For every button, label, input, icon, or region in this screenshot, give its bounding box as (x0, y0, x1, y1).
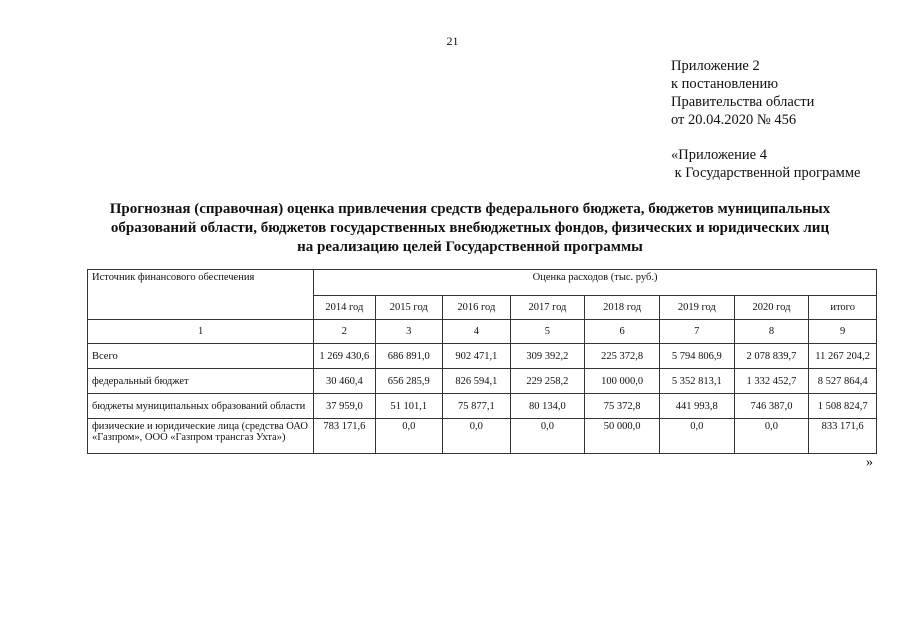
row-source: бюджеты муниципальных образований области (88, 394, 314, 419)
cell-value: 51 101,1 (375, 394, 443, 419)
cell-value: 746 387,0 (734, 394, 809, 419)
table-row (88, 394, 877, 419)
column-number: 8 (734, 320, 809, 344)
year-header: 2019 год (659, 296, 734, 320)
document-title (70, 200, 870, 257)
year-header: 2015 год (375, 296, 443, 320)
column-number: 5 (510, 320, 585, 344)
cell-value: 8 527 864,4 (809, 369, 877, 394)
cell-value: 783 171,6 (314, 419, 375, 454)
cell-value: 229 258,2 (510, 369, 585, 394)
appendix-block (671, 57, 901, 182)
cell-value: 225 372,8 (585, 344, 660, 369)
title-line: Прогнозная (справочная) оценка привлечения средств федерального бюджета, бюджетов муниципальных (109, 201, 831, 217)
year-header: 2016 год (443, 296, 511, 320)
row-source: Всего (88, 344, 314, 369)
cell-value: 2 078 839,7 (734, 344, 809, 369)
column-number: 1 (88, 320, 314, 344)
page-number: 21 (446, 34, 459, 48)
column-number: 4 (443, 320, 511, 344)
cell-value: 5 352 813,1 (659, 369, 734, 394)
cell-value: 0,0 (443, 419, 511, 454)
closing-quote: » (866, 455, 873, 470)
column-number: 7 (659, 320, 734, 344)
title-line: образований области, бюджетов государственных внебюджетных фондов, физических и юридических лиц (110, 220, 830, 236)
cell-value: 833 171,6 (809, 419, 877, 454)
year-header: 2018 год (585, 296, 660, 320)
table-row (88, 369, 877, 394)
year-header: 2014 год (314, 296, 375, 320)
cell-value: 309 392,2 (510, 344, 585, 369)
cell-value: 1 508 824,7 (809, 394, 877, 419)
cell-value: 826 594,1 (443, 369, 511, 394)
table-row (88, 419, 877, 454)
appendix-line: Правительства области (671, 94, 815, 110)
cell-value: 11 267 204,2 (809, 344, 877, 369)
cell-value: 656 285,9 (375, 369, 443, 394)
appendix-line: от 20.04.2020 № 456 (671, 112, 797, 128)
row-source: физические и юридические лица (средства ОАО «Газпром», ООО «Газпром трансгаз Ухта») (88, 419, 314, 454)
cell-value: 50 000,0 (585, 419, 660, 454)
appendix-sub-line: «Приложение 4 (671, 147, 767, 163)
year-header: 2020 год (734, 296, 809, 320)
appendix-gap (671, 129, 901, 146)
year-header: 2017 год (510, 296, 585, 320)
appendix-line: Приложение 2 (671, 58, 760, 74)
cell-value: 75 372,8 (585, 394, 660, 419)
total-header: итого (809, 296, 877, 320)
cell-value: 0,0 (734, 419, 809, 454)
table-row (88, 344, 877, 369)
cell-value: 441 993,8 (659, 394, 734, 419)
cell-value: 100 000,0 (585, 369, 660, 394)
appendix-sub-line: к Государственной программе (671, 165, 861, 181)
cell-value: 80 134,0 (510, 394, 585, 419)
cell-value: 0,0 (375, 419, 443, 454)
source-header: Источник финансового обеспечения (88, 270, 314, 320)
title-line: на реализацию целей Государственной программы (297, 239, 643, 255)
cell-value: 1 269 430,6 (314, 344, 375, 369)
cell-value: 0,0 (659, 419, 734, 454)
column-number: 3 (375, 320, 443, 344)
estimate-header: Оценка расходов (тыс. руб.) (314, 270, 877, 296)
cell-value: 686 891,0 (375, 344, 443, 369)
cell-value: 1 332 452,7 (734, 369, 809, 394)
column-number: 9 (809, 320, 877, 344)
cell-value: 37 959,0 (314, 394, 375, 419)
cell-value: 5 794 806,9 (659, 344, 734, 369)
funding-table (87, 269, 877, 454)
appendix-line: к постановлению (671, 76, 779, 92)
cell-value: 0,0 (510, 419, 585, 454)
cell-value: 75 877,1 (443, 394, 511, 419)
column-number: 6 (585, 320, 660, 344)
row-source: федеральный бюджет (88, 369, 314, 394)
cell-value: 30 460,4 (314, 369, 375, 394)
cell-value: 902 471,1 (443, 344, 511, 369)
column-number: 2 (314, 320, 375, 344)
